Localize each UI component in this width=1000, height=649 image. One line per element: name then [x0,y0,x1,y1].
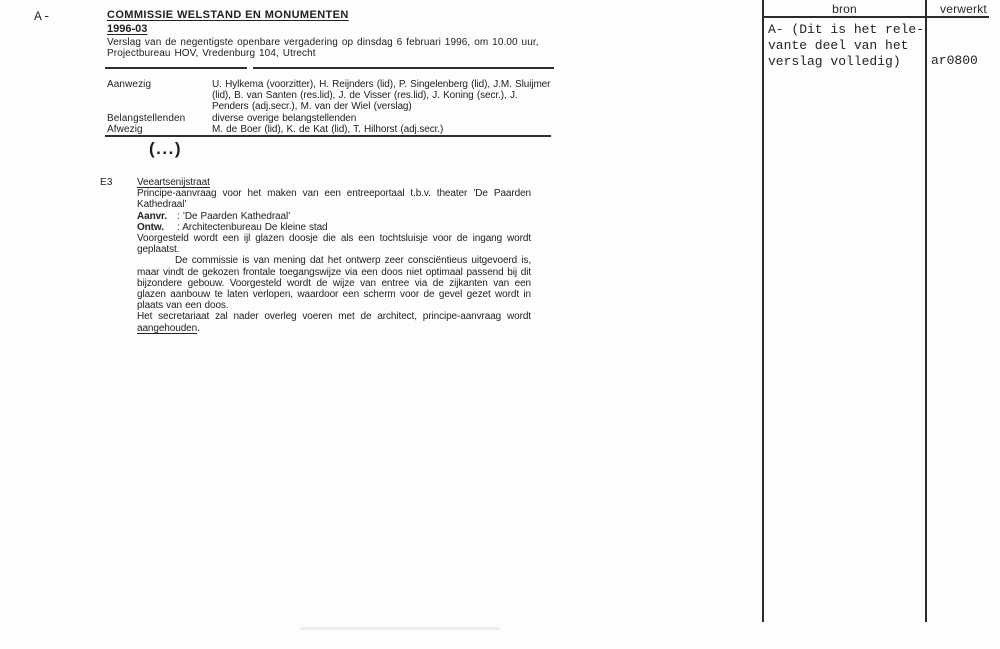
designer-value: : Architectenbureau De kleine stad [177,221,328,233]
source-note-line: verslag volledig) [768,54,901,69]
scan-artifact [300,627,500,630]
designer-label: Ontw. [137,221,164,233]
sidebar-left-border [762,0,764,622]
attendance-row [107,113,557,124]
sidebar-column-divider [925,0,927,622]
agenda-item-code: E3 [100,177,113,188]
divider-top [105,67,554,69]
attendance-table [107,79,557,135]
document-header [107,9,539,60]
source-note-line: vante deel van het [768,38,909,53]
document-title: COMMISSIE WELSTAND EN MONUMENTEN [107,9,349,21]
agenda-item-body [137,177,531,334]
attendance-row [107,79,557,113]
agenda-item-heading: Veeartsenijstraat [137,177,210,188]
sidebar-header-verwerkt: verwerkt [940,2,987,16]
attendance-value: M. de Boer (lid), K. de Kat (lid), T. Hilhorst (adj.secr.) [212,123,444,135]
agenda-item-intro: Principe-aanvraag voor het maken van een entreeportaal t.b.v. theater ’De Paarden Kathedraal’ [137,188,531,211]
sidebar-header-bron: bron [832,2,857,16]
applicant-value: : ’De Paarden Kathedraal’ [177,210,291,222]
decision-status: aangehouden [137,322,198,334]
processed-code: ar0800 [931,53,978,68]
applicant-label: Aanvr. [137,210,167,222]
divider-bottom [105,135,551,137]
attendance-label: Belangstellenden [107,112,186,124]
corner-mark: A- [34,9,52,24]
agenda-item-e3 [100,177,531,334]
divider-top-right-segment [253,67,554,69]
decision-text: Het secretariaat zal nader overleg voeren met de architect, principe-aanvraag wordt [137,311,531,323]
meeting-info-line1: Verslag van de negentigste openbare vergadering op dinsdag 6 februari 1996, om 10.00 uur, [107,37,539,48]
omission-mark: (...) [149,139,182,158]
attendance-label: Aanwezig [107,79,152,90]
document-number: 1996-03 [107,23,148,35]
paragraph-proposal: Voorgesteld wordt een ijl glazen doosje die als een tochtsluisje voor de ingang wordt geplaatst. [137,233,531,256]
attendance-value: diverse overige belangstellenden [212,112,357,124]
attendance-row [107,124,557,135]
paragraph-commission-opinion: De commissie is van mening dat het ontwerp zeer consciëntieus uitgevoerd is, maar vindt de gekozen frontale toegangswijze via een doos niet optimaal passend bij dit bijzondere gebouw. Voorgesteld wordt de wijze van entree via de zijkanten van een glazen aanbouw te laten verlopen, waardoor een scherm voor de gevel gezet wordt in plaats van een doos. [137,255,531,312]
sidebar-header-rule [762,16,989,18]
designer-row [137,222,531,233]
attendance-label: Afwezig [107,123,143,135]
source-note-line: A- (Dit is het rele- [768,22,925,37]
decision-period: . [197,322,200,334]
attendance-value: U. Hylkema (voorzitter), H. Reijnders (lid), P. Singelenberg (lid), J.M. Sluijmer (lid), B. van Santen (res.lid), J. de Visser (res.lid), J. Koning (secr.), J. Penders (adj.secr.), M. van der Wiel (verslag) [212,79,551,113]
applicant-row [137,211,531,222]
paragraph-decision [137,311,531,333]
divider-top-left-segment [105,67,247,69]
source-note [768,22,924,70]
meeting-info-line2: Projectbureau HOV, Vredenburg 104, Utrecht [107,48,316,60]
